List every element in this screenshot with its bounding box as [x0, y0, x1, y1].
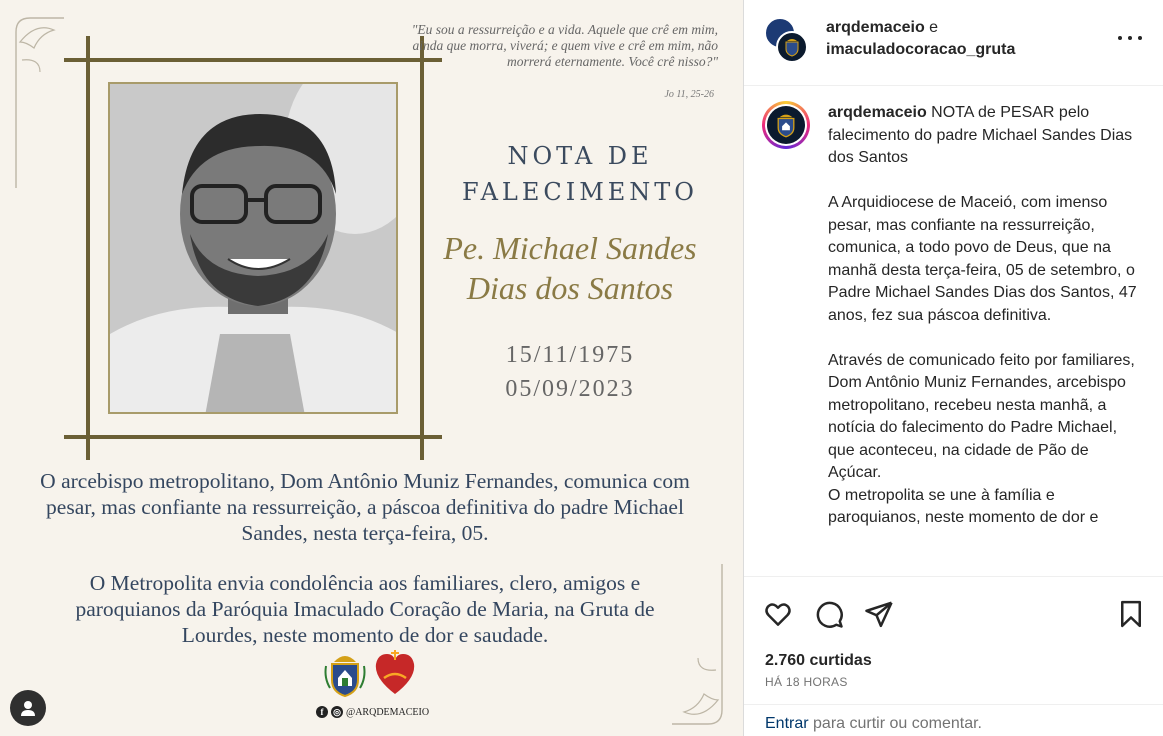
- archdiocese-coat-of-arms-icon: [322, 648, 368, 698]
- sacred-heart-icon: [372, 648, 418, 698]
- caption-avatar[interactable]: [762, 101, 810, 149]
- post-timestamp[interactable]: HÁ 18 HORAS: [765, 675, 848, 689]
- caption-body: NOTA de PESAR pelo falecimento do padre Michael Sandes Dias dos Santos A Arquidiocese de Maceió, com imenso pesar, mas confiante na ressurreição, comunica, a todo povo de Deus, que na manhã desta terça-feira, 05 de setembro, o Padre Michael Sandes Dias dos Santos, 47 anos, fez sua páscoa definitiva. Através de comunicado feito por familiares, Dom Antônio Muniz Fernandes, arcebispo metropolitano, recebeu nesta manhã, a notícia do falecimento do Padre Michael, que aconteceu, na cidade de Pão de Açúcar. O metropolita se une à família e paroquianos, neste momento de dor e: [828, 104, 1137, 526]
- bookmark-icon[interactable]: [1116, 599, 1146, 629]
- more-icon-dot-3: [1138, 36, 1142, 40]
- login-prompt: [744, 704, 1163, 736]
- post-header: [744, 0, 1163, 86]
- frame-left-line: [86, 36, 90, 460]
- collab-avatars[interactable]: [764, 17, 808, 63]
- author-link-arqdemaceio[interactable]: arqdemaceio: [826, 19, 925, 36]
- birth-date: 15/11/1975: [505, 342, 635, 368]
- frame-top-line: [64, 58, 442, 62]
- coat-of-arms-icon: [783, 37, 801, 57]
- frame-bottom-line: [64, 435, 442, 439]
- priest-name: [420, 228, 720, 308]
- headline-line-2: FALECIMENTO: [462, 178, 698, 206]
- priest-photo: [108, 82, 398, 414]
- priest-name-line-1: Pe. Michael Sandes: [443, 230, 697, 266]
- notice-headline: [450, 138, 710, 210]
- bible-quote-reference: Jo 11, 25-26: [664, 89, 714, 100]
- headline-line-1: NOTA DE: [507, 142, 653, 170]
- author-link-imaculadocoracao[interactable]: imaculadocoracao_gruta: [826, 41, 1016, 58]
- avatar-arqdemaceio[interactable]: [776, 31, 808, 63]
- comment-icon[interactable]: [814, 599, 844, 629]
- login-prompt-text: para curtir ou comentar.: [808, 715, 982, 732]
- logos: [322, 648, 422, 700]
- caption-username[interactable]: arqdemaceio: [828, 104, 927, 121]
- instagram-icon: ◎: [331, 706, 343, 718]
- more-options-button[interactable]: [1118, 28, 1142, 48]
- death-date: 05/09/2023: [505, 376, 635, 402]
- facebook-icon: f: [316, 706, 328, 718]
- coat-of-arms-icon: [774, 112, 798, 138]
- more-icon: [1118, 36, 1122, 40]
- priest-name-line-2: Dias dos Santos: [466, 270, 674, 306]
- caption-text: [828, 102, 1138, 530]
- user-profile-button[interactable]: [10, 690, 46, 726]
- actions-area: [744, 576, 1163, 736]
- post-sidebar: [743, 0, 1163, 736]
- login-link[interactable]: Entrar: [765, 715, 809, 732]
- notice-paragraph-2: O Metropolita envia condolência aos familiares, clero, amigos e paroquianos da Paróquia Imaculado Coração de Maria, na Gruta de Lourdes, neste momento de dor e saudade.: [75, 571, 655, 647]
- caption-area[interactable]: [744, 87, 1163, 575]
- notice-paragraph-1: O arcebispo metropolitano, Dom Antônio Muniz Fernandes, comunica com pesar, mas confiante na ressurreição, a páscoa definitiva do padre Michael Sandes, nesta terça-feira, 05.: [40, 469, 690, 545]
- user-icon: [19, 699, 37, 717]
- authors-connector: e: [924, 19, 939, 36]
- heart-icon[interactable]: [763, 599, 793, 629]
- more-icon-dot-2: [1128, 36, 1132, 40]
- post-authors: [826, 17, 1015, 61]
- social-row: [316, 704, 429, 720]
- social-handle: @ARQDEMACEIO: [346, 706, 430, 718]
- share-icon[interactable]: [864, 599, 894, 629]
- likes-count[interactable]: 2.760 curtidas: [765, 652, 872, 669]
- life-dates: [470, 338, 670, 406]
- ornament-top-left: [10, 12, 70, 192]
- bible-quote: "Eu sou a ressurreição e a vida. Aquele que crê em mim, ainda que morra, viverá; e quem vive e crê em mim, não morrerá eternamente. Você crê nisso?": [411, 22, 718, 69]
